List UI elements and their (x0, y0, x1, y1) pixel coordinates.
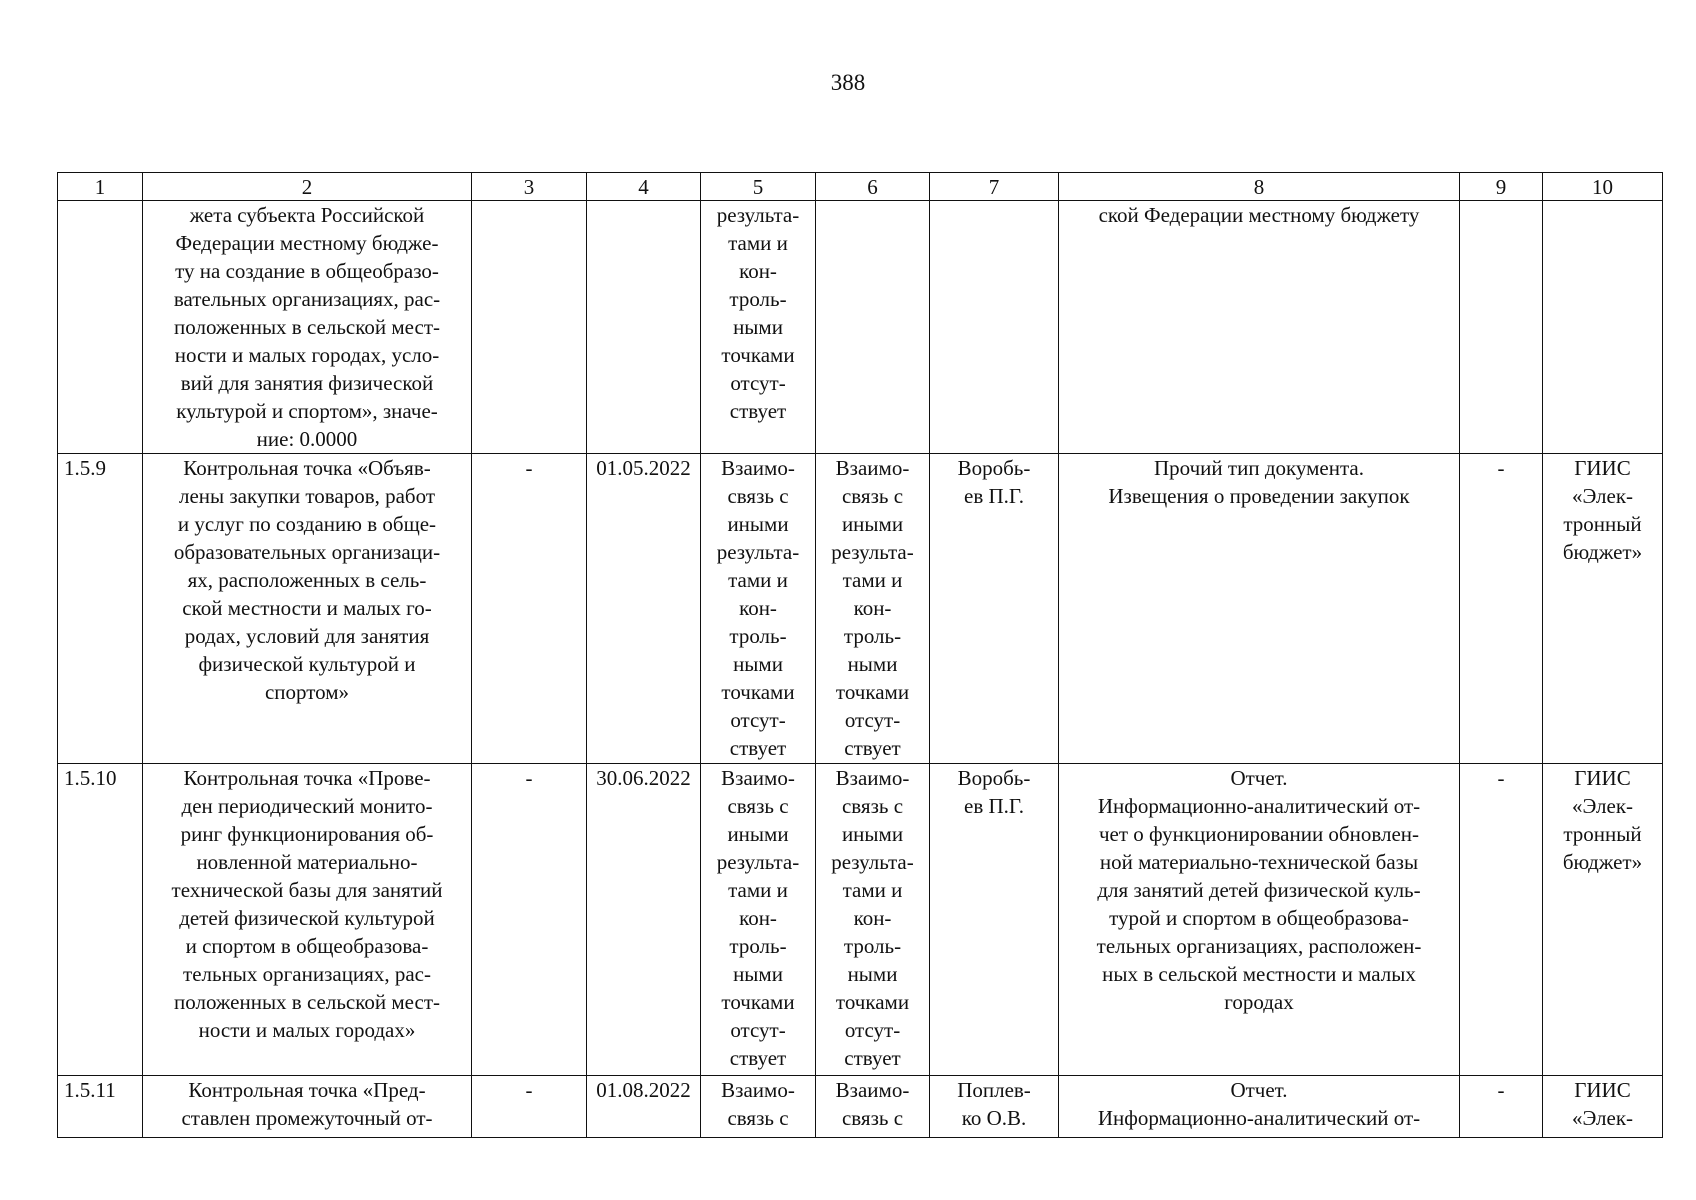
date-cell: 01.05.2022 (587, 454, 701, 764)
cell-line: кон- (853, 906, 892, 930)
cell-line: троль- (729, 287, 787, 311)
cell-line: ными (733, 315, 783, 339)
cell-line: образовательных организаци- (173, 540, 441, 564)
cell-line: Контрольная точка «Прове- (183, 766, 431, 790)
cell-line: Отчет. (1230, 1078, 1288, 1102)
cell-line: ности и малых городах» (198, 1018, 416, 1042)
date-cell: 01.08.2022 (587, 1076, 701, 1138)
cell-line: чет о функционировании обновлен- (1098, 822, 1420, 846)
document-cell (1059, 1076, 1460, 1138)
cell-line: связь с (841, 1106, 904, 1130)
cell-line: ствует (844, 736, 901, 760)
cell-line: тельных организациях, рас- (183, 962, 431, 986)
cell-line: Воробь- (957, 456, 1031, 480)
cell-line: ными (733, 962, 783, 986)
column-9-cell: - (1460, 454, 1543, 764)
system-cell (1543, 454, 1663, 764)
description-cell (143, 454, 472, 764)
column-5-cell (701, 764, 816, 1076)
cell-line: результа- (716, 540, 800, 564)
cell-line: вательных организациях, рас- (173, 287, 441, 311)
column-3-cell: - (472, 764, 587, 1076)
cell-line: бюджет» (1562, 540, 1643, 564)
cell-line: ГИИС (1574, 456, 1631, 480)
column-9-cell (1460, 201, 1543, 454)
cell-line: Информационно-аналитический от- (1097, 1106, 1421, 1130)
cell-line: положенных в сельской мест- (174, 990, 440, 1014)
column-number-row (58, 173, 1663, 201)
cell-line: ГИИС (1574, 766, 1631, 790)
cell-line: отсут- (730, 1018, 786, 1042)
cell-line: вий для занятия физической (180, 371, 434, 395)
table-row (58, 764, 1663, 1076)
cell-line: Взаимо- (835, 1078, 910, 1102)
cell-line: Взаимо- (721, 1078, 795, 1102)
cell-line: «Элек- (1571, 484, 1634, 508)
cell-line: ние: 0.0000 (256, 427, 358, 451)
cell-line: культурой и спортом», значе- (176, 399, 438, 423)
column-3-cell: - (472, 454, 587, 764)
cell-line: тами и (842, 878, 903, 902)
cell-line: связь с (727, 1106, 789, 1130)
cell-line: городах (1224, 990, 1294, 1014)
document-cell (1059, 201, 1460, 454)
cell-line: иными (727, 822, 789, 846)
cell-line: и услуг по созданию в обще- (177, 512, 437, 536)
cell-line: Воробь- (957, 766, 1031, 790)
cell-line: физической культурой и (198, 652, 416, 676)
cell-line: Взаимо- (835, 456, 910, 480)
cell-line: троль- (729, 934, 787, 958)
cell-line: положенных в сельской мест- (174, 315, 440, 339)
cell-line: кон- (739, 596, 777, 620)
cell-line: бюджет» (1562, 850, 1643, 874)
cell-line: ях, расположенных в сель- (187, 568, 427, 592)
cell-line: Отчет. (1230, 766, 1288, 790)
cell-line: тронный (1563, 822, 1642, 846)
cell-line: детей физической культурой (179, 906, 435, 930)
column-6-cell (816, 454, 930, 764)
table-row (58, 454, 1663, 764)
cell-line: ГИИС (1574, 1078, 1631, 1102)
description-cell (143, 764, 472, 1076)
cell-line: точками (835, 990, 910, 1014)
cell-line: тронный (1563, 512, 1642, 536)
cell-line: ринг функционирования об- (180, 822, 434, 846)
cell-line: ко О.В. (961, 1106, 1027, 1130)
cell-line: связь с (841, 484, 904, 508)
cell-line: лены закупки товаров, работ (178, 484, 436, 508)
page-number: 388 (830, 70, 866, 95)
column-6-cell (816, 201, 930, 454)
cell-line: связь с (841, 794, 904, 818)
cell-line: иными (841, 822, 904, 846)
cell-line: ден периодический монито- (181, 794, 433, 818)
cell-line: новленной материально- (196, 850, 418, 874)
row-number-cell: 1.5.10 (58, 764, 143, 1076)
row-number-cell: 1.5.11 (58, 1076, 143, 1138)
cell-line: «Элек- (1571, 1106, 1634, 1130)
document-cell (1059, 764, 1460, 1076)
cell-line: ной материально-технической базы (1099, 850, 1419, 874)
cell-line: Прочий тип документа. (1154, 456, 1364, 480)
cell-line: троль- (729, 624, 787, 648)
cell-line: точками (721, 343, 795, 367)
cell-line: тами и (728, 568, 788, 592)
column-number: 8 (1059, 173, 1460, 201)
table-row (58, 201, 1663, 454)
column-number: 5 (701, 173, 816, 201)
cell-line: для занятий детей физической куль- (1097, 878, 1421, 902)
cell-line: результа- (831, 850, 914, 874)
cell-line: Извещения о проведении закупок (1108, 484, 1410, 508)
cell-line: жета субъекта Российской (189, 203, 425, 227)
column-5-cell (701, 454, 816, 764)
date-cell: 30.06.2022 (587, 764, 701, 1076)
column-number: 4 (587, 173, 701, 201)
cell-line: ными (733, 652, 783, 676)
column-number: 7 (930, 173, 1059, 201)
cell-line: ных в сельской местности и малых (1102, 962, 1416, 986)
cell-line: ствует (729, 736, 787, 760)
cell-line: результа- (716, 203, 800, 227)
cell-line: кон- (739, 259, 777, 283)
column-number: 3 (472, 173, 587, 201)
column-9-cell: - (1460, 764, 1543, 1076)
cell-line: ствует (729, 1046, 787, 1070)
cell-line: связь с (727, 794, 789, 818)
column-number: 10 (1543, 173, 1663, 201)
control-points-table (57, 172, 1663, 1138)
cell-line: ев П.Г. (964, 794, 1024, 818)
date-cell (587, 201, 701, 454)
column-6-cell (816, 764, 930, 1076)
cell-line: ности и малых городах, усло- (174, 343, 440, 367)
cell-line: кон- (739, 906, 777, 930)
cell-line: отсут- (730, 708, 786, 732)
cell-line: ными (847, 962, 898, 986)
column-9-cell: - (1460, 1076, 1543, 1138)
table-row (58, 1076, 1663, 1138)
cell-line: троль- (843, 934, 902, 958)
cell-line: Взаимо- (835, 766, 910, 790)
cell-line: отсут- (844, 708, 901, 732)
cell-line: иными (841, 512, 904, 536)
cell-line: Контрольная точка «Объяв- (183, 456, 431, 480)
column-number: 6 (816, 173, 930, 201)
cell-line: Взаимо- (721, 456, 795, 480)
cell-line: ствует (844, 1046, 901, 1070)
cell-line: отсут- (844, 1018, 901, 1042)
column-3-cell (472, 201, 587, 454)
responsible-cell (930, 764, 1059, 1076)
cell-line: точками (721, 990, 795, 1014)
column-5-cell (701, 1076, 816, 1138)
cell-line: связь с (727, 484, 789, 508)
cell-line: точками (721, 680, 795, 704)
column-number: 1 (58, 173, 143, 201)
cell-line: и спортом в общеобразова- (185, 934, 429, 958)
cell-line: родах, условий для занятия (184, 624, 430, 648)
cell-line: ской Федерации местному бюджету (1098, 203, 1420, 227)
cell-line: Федерации местному бюдже- (175, 231, 439, 255)
document-cell (1059, 454, 1460, 764)
responsible-cell (930, 454, 1059, 764)
column-5-cell (701, 201, 816, 454)
system-cell (1543, 201, 1663, 454)
cell-line: точками (835, 680, 910, 704)
cell-line: ными (847, 652, 898, 676)
responsible-cell (930, 201, 1059, 454)
column-6-cell (816, 1076, 930, 1138)
cell-line: ставлен промежуточный от- (181, 1106, 433, 1130)
cell-line: ту на создание в общеобразо- (175, 259, 439, 283)
cell-line: Контрольная точка «Пред- (188, 1078, 426, 1102)
cell-line: Информационно-аналитический от- (1097, 794, 1421, 818)
cell-line: тельных организациях, расположен- (1096, 934, 1422, 958)
cell-line: кон- (853, 596, 892, 620)
cell-line: результа- (831, 540, 914, 564)
cell-line: результа- (716, 850, 800, 874)
row-number-cell (58, 201, 143, 454)
cell-line: ев П.Г. (964, 484, 1024, 508)
cell-line: троль- (843, 624, 902, 648)
column-number: 9 (1460, 173, 1543, 201)
cell-line: «Элек- (1571, 794, 1634, 818)
description-cell (143, 1076, 472, 1138)
cell-line: технической базы для занятий (171, 878, 443, 902)
column-number: 2 (143, 173, 472, 201)
cell-line: отсут- (730, 371, 786, 395)
cell-line: ской местности и малых го- (182, 596, 432, 620)
cell-line: спортом» (264, 680, 350, 704)
row-number-cell: 1.5.9 (58, 454, 143, 764)
cell-line: Взаимо- (721, 766, 795, 790)
system-cell (1543, 764, 1663, 1076)
responsible-cell (930, 1076, 1059, 1138)
column-3-cell: - (472, 1076, 587, 1138)
cell-line: тами и (728, 231, 788, 255)
cell-line: тами и (842, 568, 903, 592)
cell-line: ствует (729, 399, 787, 423)
cell-line: Поплев- (957, 1078, 1031, 1102)
description-cell (143, 201, 472, 454)
cell-line: тами и (728, 878, 788, 902)
system-cell (1543, 1076, 1663, 1138)
cell-line: турой и спортом в общеобразова- (1109, 906, 1409, 930)
cell-line: иными (727, 512, 789, 536)
